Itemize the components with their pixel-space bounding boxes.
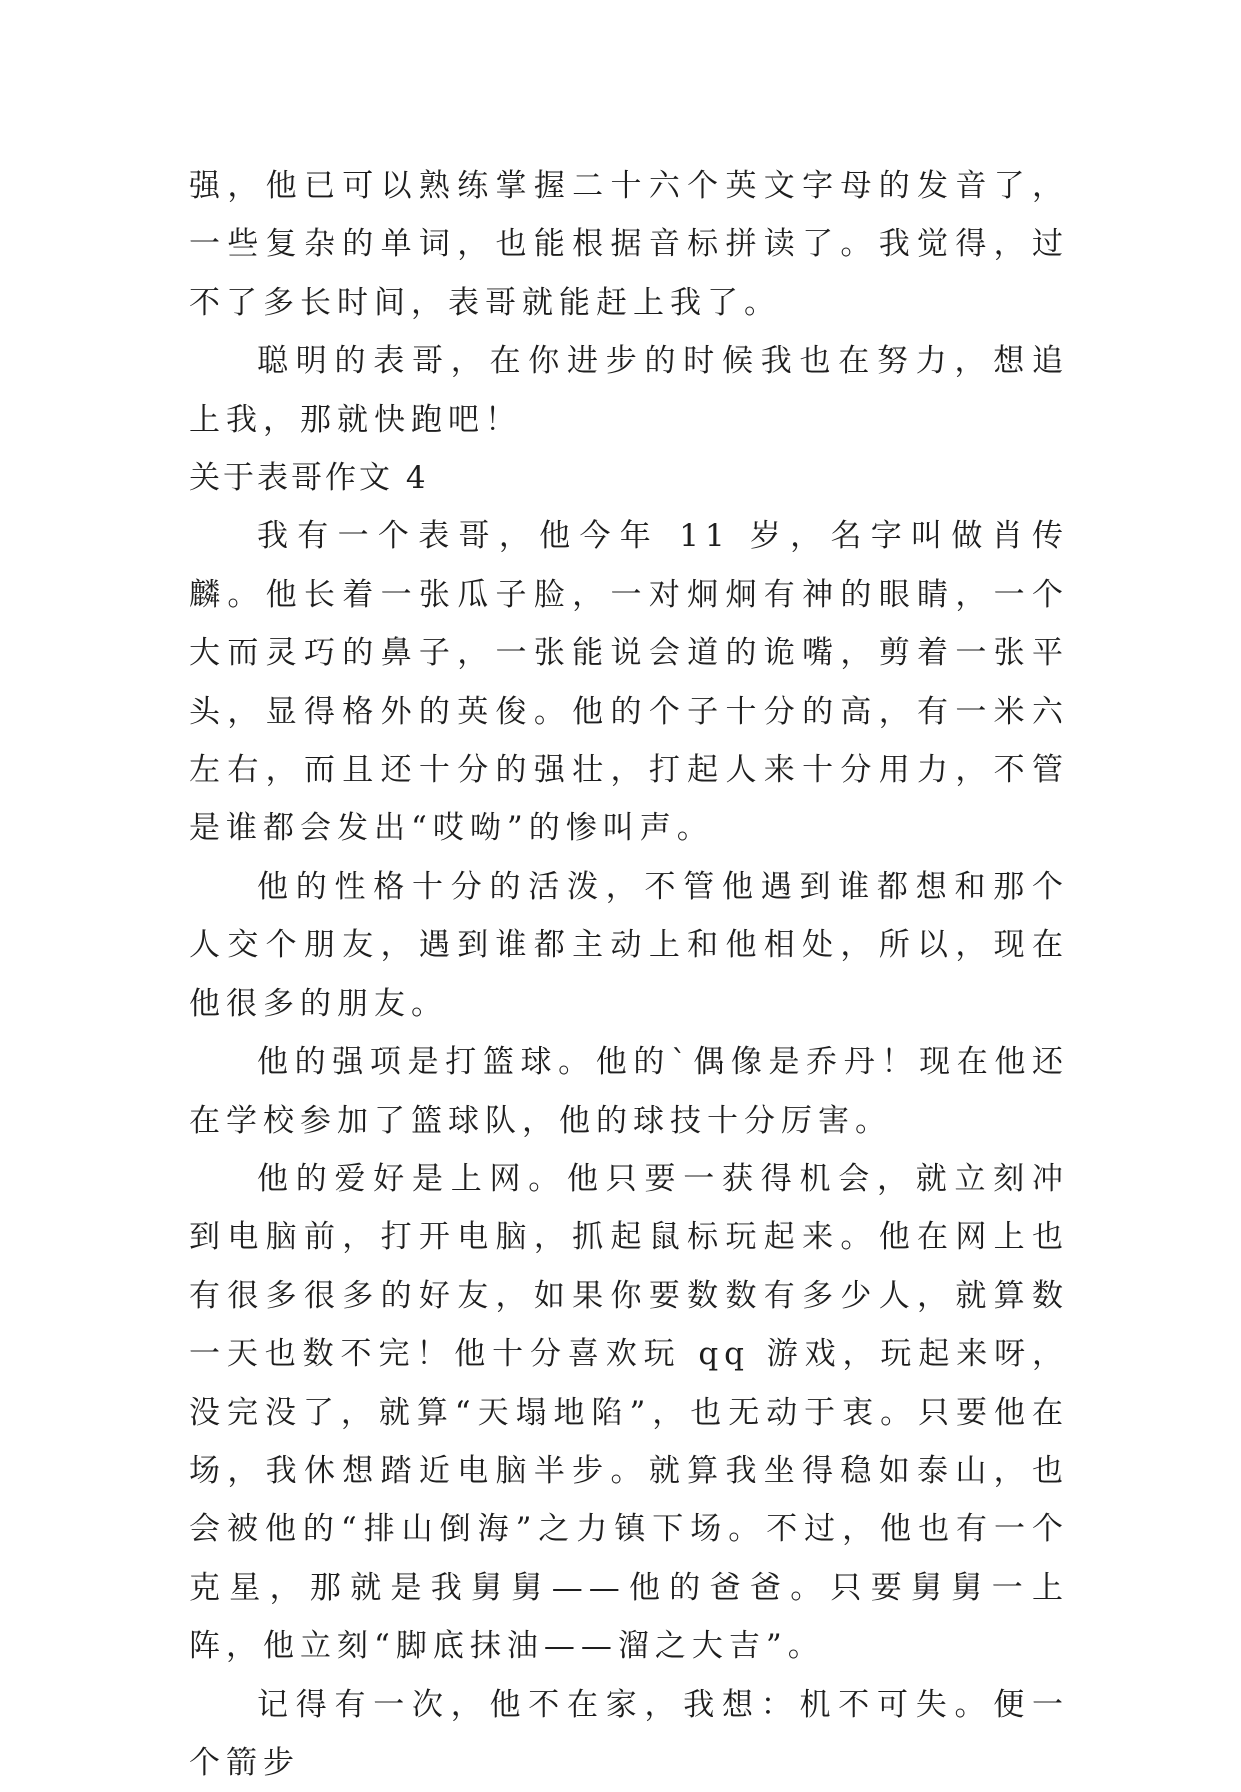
paragraph-strength: 他的强项是打篮球。他的`偶像是乔丹！现在他还在学校参加了篮球队，他的球技十分厉害。 — [189, 1044, 1069, 1139]
paragraph-closing: 聪明的表哥，在你进步的时候我也在努力，想追上我，那就快跑吧！ — [189, 343, 1069, 438]
paragraph-continued: 强，他已可以熟练掌握二十六个英文字母的发音了，一些复杂的单词，也能根据音标拼读了。我觉得，过不了多长时间，表哥就能赶上我了。 — [189, 168, 1069, 321]
paragraph-hobby: 他的爱好是上网。他只要一获得机会，就立刻冲到电脑前，打开电脑，抓起鼠标玩起来。他在网上也有很多很多的好友，如果你要数数有多少人，就算数一天也数不完！他十分喜欢玩 qq 游戏，玩起来呀，没完没了，就算“天塌地陷”，也无动于衷。只要他在场，我休想踏近电脑半步。就算我坐得稳如泰山，也会被他的“排山倒海”之力镇下场。不过，他也有一个克星，那就是我舅舅——他的爸爸。只要舅舅一上阵，他立刻“脚底抹油——溜之大吉”。 — [189, 1160, 1069, 1665]
document-body — [189, 157, 1069, 1792]
paragraph-memory: 记得有一次，他不在家，我想：机不可失。便一个箭步 — [189, 1686, 1069, 1781]
essay-heading: 关于表哥作文 4 — [189, 460, 429, 497]
paragraph-personality: 他的性格十分的活泼，不管他遇到谁都想和那个人交个朋友，遇到谁都主动上和他相处，所以，现在他很多的朋友。 — [189, 868, 1069, 1022]
paragraph-appearance: 我有一个表哥，他今年 11 岁，名字叫做肖传麟。他长着一张瓜子脸，一对炯炯有神的眼睛，一个大而灵巧的鼻子，一张能说会道的诡嘴，剪着一张平头，显得格外的英俊。他的个子十分的高，有一米六左右，而且还十分的强壮，打起人来十分用力，不管是谁都会发出“哎呦”的惨叫声。 — [189, 518, 1069, 847]
